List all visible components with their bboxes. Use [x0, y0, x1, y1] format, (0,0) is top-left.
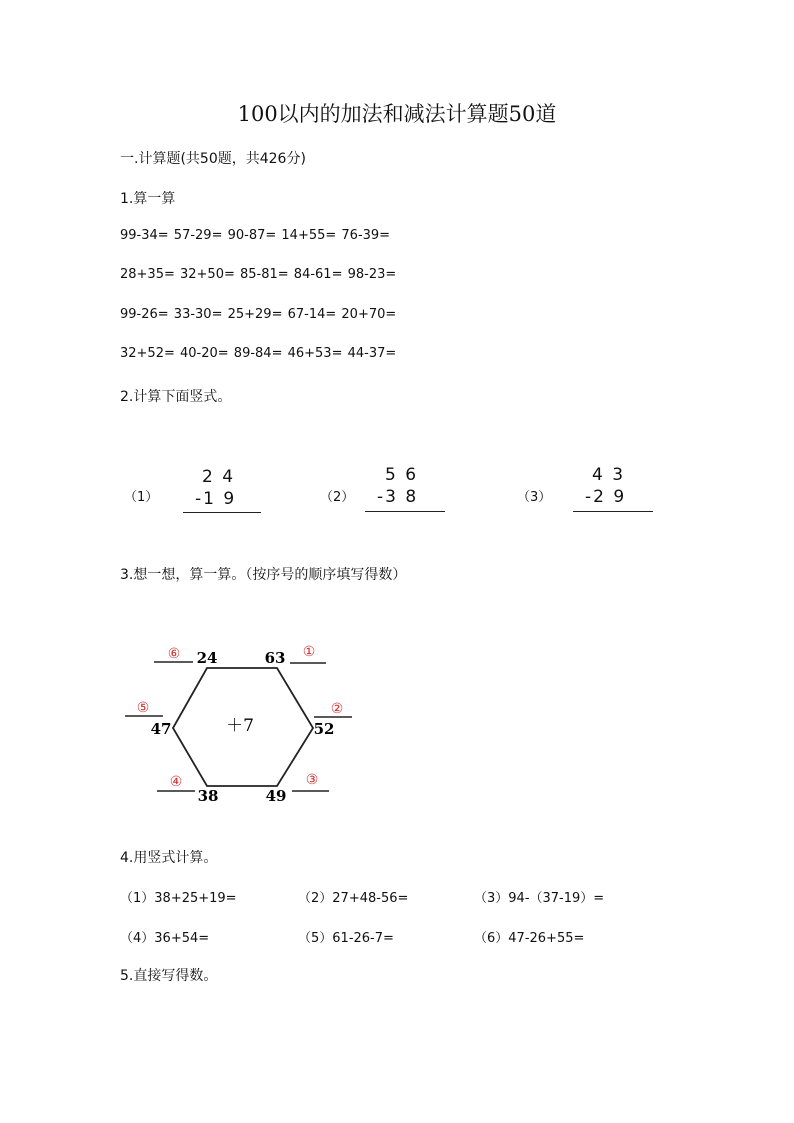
hexagon-number: 49 [265, 787, 287, 805]
q2-heading: 2.计算下面竖式。 [120, 389, 232, 405]
vertical-calc-bottom: -1 9 [195, 489, 237, 509]
q4-item-1: （1）38+25+19= [120, 891, 237, 906]
vertical-calc-top: 5 6 [385, 465, 419, 485]
q5-heading: 5.直接写得数。 [120, 968, 218, 984]
order-marker-3: ③ [305, 772, 319, 788]
q1-row-2: 28+35= 32+50= 85-81= 84-61= 98-23= [120, 267, 397, 282]
order-marker-1: ① [302, 644, 316, 660]
q1-heading: 1.算一算 [120, 191, 176, 207]
q4-item-4: （4）36+54= [120, 931, 210, 946]
q1-row-4: 32+52= 40-20= 89-84= 46+53= 44-37= [120, 346, 397, 361]
hexagon-number: 38 [197, 787, 219, 805]
vertical-calc-bottom: -3 8 [377, 487, 419, 507]
q3-heading: 3.想一想，算一算。（按序号的顺序填写得数） [120, 567, 407, 583]
hexagon-number: 52 [313, 720, 335, 738]
q1-row-3: 99-26= 33-30= 25+29= 67-14= 20+70= [120, 307, 397, 322]
vertical-calc-label: （2） [320, 490, 355, 505]
vertical-calc-label: （1） [124, 490, 159, 505]
order-marker-5: ⑤ [136, 700, 150, 716]
vertical-calc-top: 4 3 [592, 465, 626, 485]
hexagon-center-rule: ＋7 [226, 716, 254, 736]
hexagon-number: 63 [264, 649, 286, 667]
q4-item-3: （3）94-（37-19）= [474, 891, 605, 906]
order-marker-2: ② [330, 701, 344, 717]
hexagon-number: 47 [150, 720, 172, 738]
q1-row-1: 99-34= 57-29= 90-87= 14+55= 76-39= [120, 228, 391, 243]
q4-heading: 4.用竖式计算。 [120, 850, 218, 866]
q4-item-5: （5）61-26-7= [298, 931, 394, 946]
order-marker-4: ④ [169, 774, 183, 790]
vertical-calc-bottom: -2 9 [585, 487, 627, 507]
page-title: 100以内的加法和减法计算题50道 [237, 102, 557, 126]
vertical-calc-top: 2 4 [202, 467, 236, 487]
order-marker-6: ⑥ [167, 646, 181, 662]
q4-item-2: （2）27+48-56= [298, 891, 409, 906]
q4-item-6: （6）47-26+55= [474, 931, 585, 946]
vertical-calc-label: （3） [517, 490, 552, 505]
hexagon-number: 24 [196, 649, 218, 667]
section-heading: 一.计算题(共50题，共426分) [120, 151, 306, 167]
